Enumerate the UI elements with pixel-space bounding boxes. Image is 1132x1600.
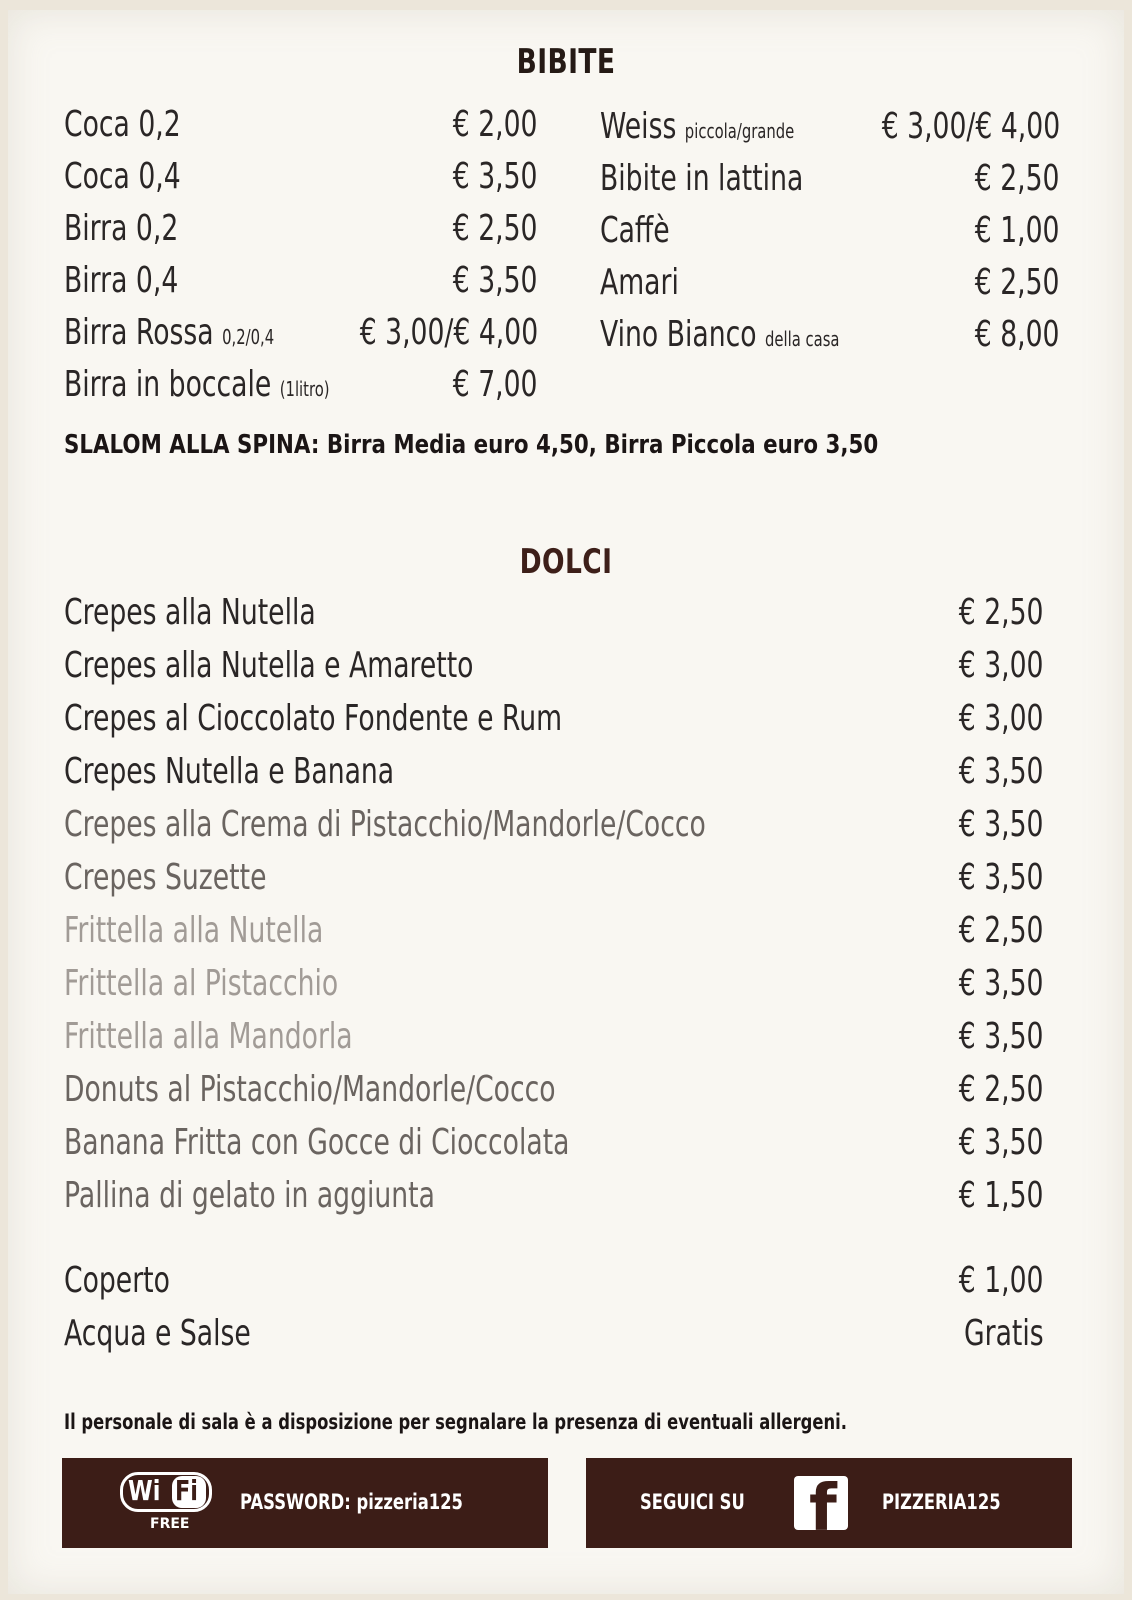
dessert-name: Crepes alla Crema di Pistacchio/Mandorle/Cocco — [64, 804, 706, 845]
dessert-name: Frittella alla Mandorla — [64, 1016, 353, 1057]
wifi-logo-word: Wi — [128, 1474, 161, 1507]
wifi-password: PASSWORD: pizzeria125 — [240, 1490, 463, 1514]
drink-row — [64, 208, 538, 258]
drink-name: Coca 0,4 — [64, 156, 181, 197]
drink-price: € 2,50 — [975, 262, 1060, 303]
drink-row — [600, 314, 1060, 364]
extra-price: € 1,00 — [959, 1260, 1044, 1301]
drink-price: € 8,00 — [975, 314, 1060, 355]
drink-name: Vino Bianco della casa — [600, 314, 840, 355]
dessert-row — [64, 1122, 1044, 1172]
drink-size-note: piccola/grande — [684, 119, 795, 143]
dessert-price: € 2,50 — [959, 910, 1044, 951]
dessert-price: € 3,50 — [959, 1122, 1044, 1163]
dessert-name: Crepes alla Nutella — [64, 592, 316, 633]
drink-price: € 3,50 — [453, 156, 538, 197]
drink-row — [64, 260, 538, 310]
drink-size-note: 0,2/0,4 — [222, 325, 275, 349]
drink-price: € 3,00/€ 4,00 — [881, 106, 1060, 147]
dessert-price: € 2,50 — [959, 592, 1044, 633]
extra-row — [64, 1313, 1044, 1363]
wifi-logo-free: FREE — [150, 1516, 190, 1532]
wifi-logo-fi: Fi — [175, 1474, 198, 1507]
section-title-dolci: DOLCI — [519, 542, 613, 582]
dessert-row — [64, 963, 1044, 1013]
drink-price: € 7,00 — [453, 364, 538, 405]
follow-label: SEGUICI SU — [640, 1490, 745, 1514]
dessert-price: € 3,00 — [959, 645, 1044, 686]
section-title-bibite: BIBITE — [516, 42, 616, 82]
drink-name: Coca 0,2 — [64, 104, 181, 145]
dessert-price: € 2,50 — [959, 1069, 1044, 1110]
drink-name: Birra 0,4 — [64, 260, 179, 301]
dessert-price: € 3,50 — [959, 857, 1044, 898]
dessert-price: € 3,00 — [959, 698, 1044, 739]
dessert-name: Frittella alla Nutella — [64, 910, 324, 951]
extra-price: Gratis — [964, 1313, 1044, 1354]
drink-name: Caffè — [600, 210, 670, 251]
drink-row — [64, 156, 538, 206]
dessert-row — [64, 645, 1044, 695]
dessert-row — [64, 1175, 1044, 1225]
dessert-row — [64, 910, 1044, 960]
slalom-offer: SLALOM ALLA SPINA: Birra Media euro 4,50, Birra Piccola euro 3,50 — [64, 430, 879, 460]
dessert-name: Crepes Suzette — [64, 857, 267, 898]
drink-name: Weiss piccola/grande — [600, 106, 795, 147]
dessert-row — [64, 1069, 1044, 1119]
dessert-price: € 3,50 — [959, 963, 1044, 1004]
dessert-price: € 3,50 — [959, 1016, 1044, 1057]
drink-row — [600, 210, 1060, 260]
dessert-name: Crepes al Cioccolato Fondente e Rum — [64, 698, 563, 739]
social-banner — [586, 1458, 1072, 1548]
extra-name: Coperto — [64, 1260, 170, 1301]
dessert-row — [64, 1016, 1044, 1066]
dessert-row — [64, 751, 1044, 801]
dessert-price: € 3,50 — [959, 804, 1044, 845]
dessert-price: € 1,50 — [959, 1175, 1044, 1216]
dessert-row — [64, 857, 1044, 907]
drink-size-note: (1litro) — [279, 377, 330, 401]
drink-row — [600, 262, 1060, 312]
drink-price: € 2,50 — [453, 208, 538, 249]
dessert-row — [64, 698, 1044, 748]
facebook-handle: PIZZERIA125 — [882, 1490, 1001, 1514]
allergen-note: Il personale di sala è a disposizione per segnalare la presenza di eventuali allergeni. — [64, 1410, 848, 1434]
drink-name: Amari — [600, 262, 679, 303]
dessert-name: Banana Fritta con Gocce di Cioccolata — [64, 1122, 570, 1163]
drink-size-note: della casa — [765, 327, 840, 351]
drink-price: € 2,00 — [453, 104, 538, 145]
drink-name: Birra Rossa 0,2/0,4 — [64, 312, 275, 353]
drink-price: € 1,00 — [975, 210, 1060, 251]
drink-price: € 2,50 — [975, 158, 1060, 199]
drink-name: Birra 0,2 — [64, 208, 179, 249]
dessert-name: Pallina di gelato in aggiunta — [64, 1175, 435, 1216]
facebook-icon — [794, 1476, 848, 1530]
extra-name: Acqua e Salse — [64, 1313, 251, 1354]
drink-name: Bibite in lattina — [600, 158, 804, 199]
wifi-icon — [120, 1472, 212, 1534]
dessert-price: € 3,50 — [959, 751, 1044, 792]
wifi-banner — [62, 1458, 548, 1548]
dessert-name: Crepes Nutella e Banana — [64, 751, 395, 792]
drink-row — [600, 106, 1060, 156]
dessert-row — [64, 804, 1044, 854]
dessert-name: Crepes alla Nutella e Amaretto — [64, 645, 474, 686]
drink-row — [600, 158, 1060, 208]
drink-row — [64, 104, 538, 154]
drink-row — [64, 312, 538, 362]
dessert-row — [64, 592, 1044, 642]
dessert-name: Donuts al Pistacchio/Mandorle/Cocco — [64, 1069, 556, 1110]
dessert-name: Frittella al Pistacchio — [64, 963, 339, 1004]
facebook-letter: f — [809, 1476, 837, 1530]
drink-name: Birra in boccale (1litro) — [64, 364, 330, 405]
drink-row — [64, 364, 538, 414]
drink-price: € 3,00/€ 4,00 — [359, 312, 538, 353]
extra-row — [64, 1260, 1044, 1310]
drink-price: € 3,50 — [453, 260, 538, 301]
